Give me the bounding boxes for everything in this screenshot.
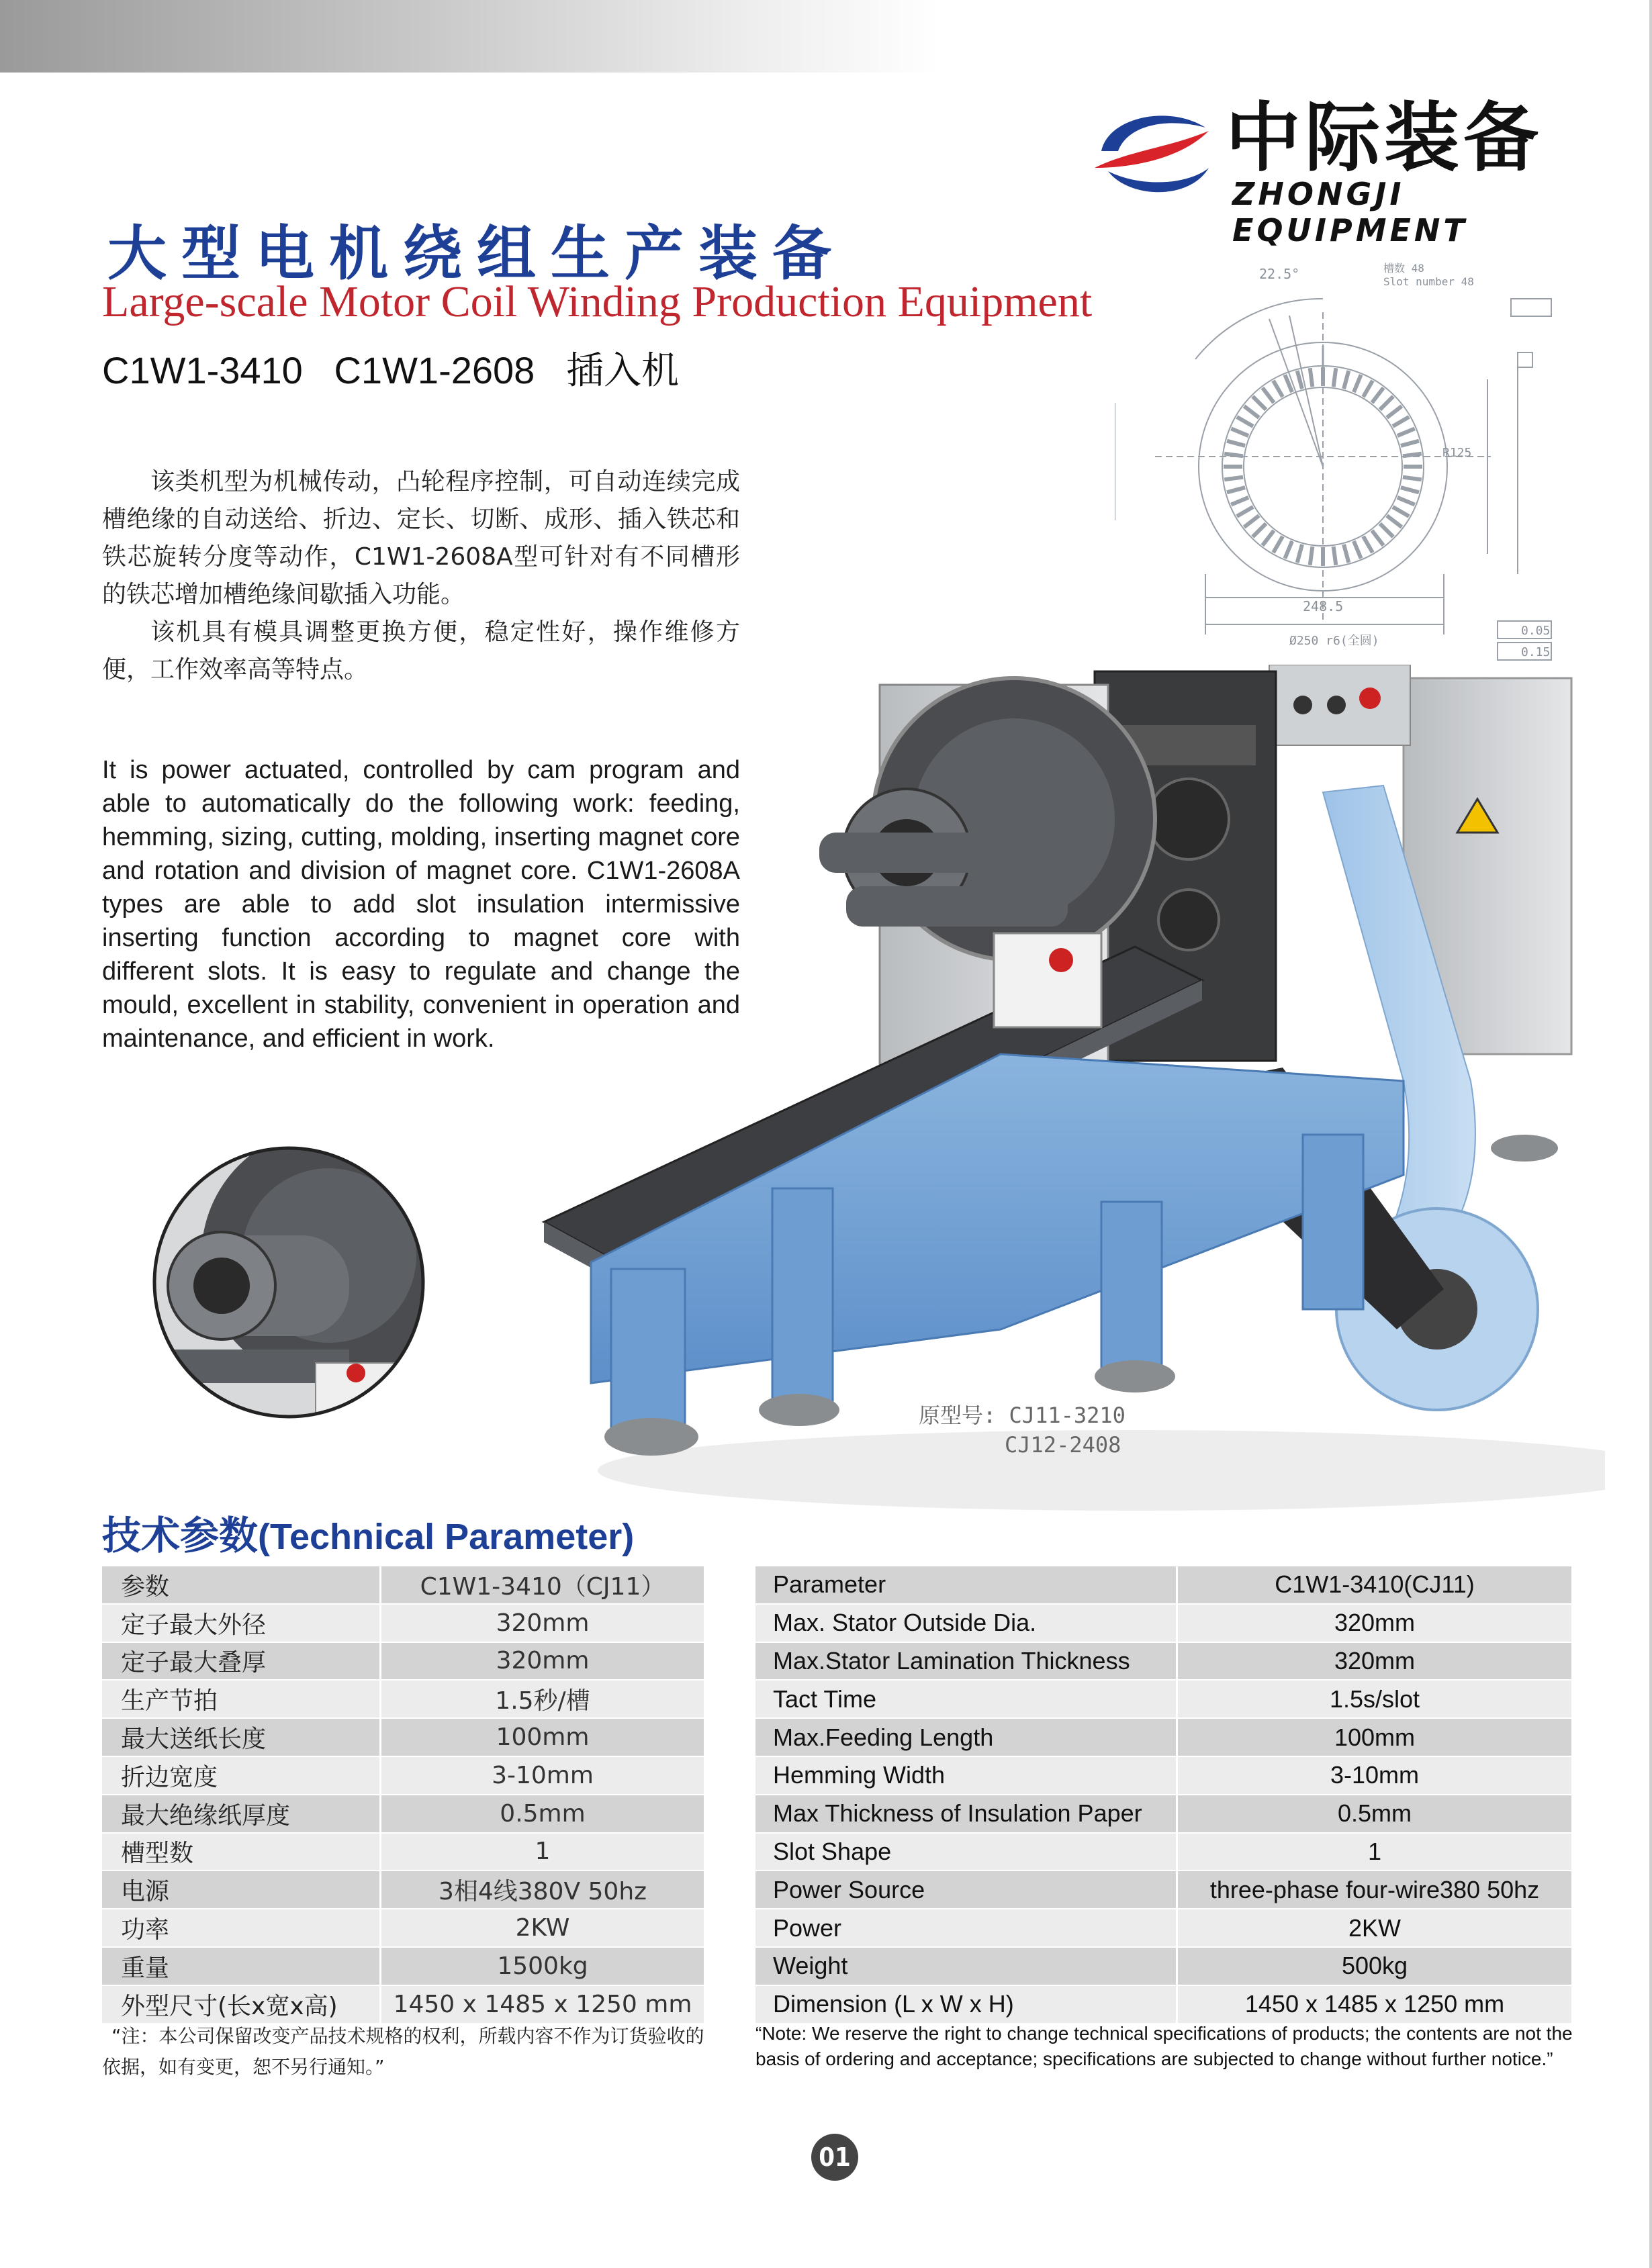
drawing-radius-label: R125 xyxy=(1442,446,1472,460)
param-value: 1.5秒/槽 xyxy=(381,1680,704,1718)
detail-close-up-photo xyxy=(148,1141,430,1423)
table-row xyxy=(755,1795,1571,1833)
spec-table-cn xyxy=(102,1566,704,2024)
param-value: C1W1-3410(CJ11) xyxy=(1177,1566,1572,1604)
prototype-models xyxy=(919,1401,1126,1460)
table-row xyxy=(102,1947,704,1985)
description-cn-para-1: 该类机型为机械传动，凸轮程序控制，可自动连续完成槽绝缘的自动送给、折边、定长、切断、成形、插入铁芯和铁芯旋转分度等动作，C1W1-2608A型可针对有不同槽形的铁芯增加槽绝缘间歇插入功能。 xyxy=(102,468,740,608)
table-row xyxy=(102,1756,704,1795)
page-edge xyxy=(1649,0,1652,2268)
param-label: 折边宽度 xyxy=(102,1756,381,1795)
param-value: 320mm xyxy=(1177,1604,1572,1642)
table-row xyxy=(102,1795,704,1833)
drawing-diameter-dim: Ø250 r6(全圆) xyxy=(1289,634,1379,648)
param-value: 3-10mm xyxy=(1177,1756,1572,1795)
param-label: 重量 xyxy=(102,1947,381,1985)
page-title-cn: 大型电机绕组生产装备 xyxy=(107,219,847,288)
table-row xyxy=(102,1833,704,1871)
param-label: Dimension (L x W x H) xyxy=(755,1985,1177,2024)
param-label: Hemming Width xyxy=(755,1756,1177,1795)
table-row xyxy=(755,1604,1571,1642)
param-label: 参数 xyxy=(102,1566,381,1604)
table-row xyxy=(755,1680,1571,1718)
top-gradient-band xyxy=(0,0,940,73)
param-label: 电源 xyxy=(102,1871,381,1909)
table-row xyxy=(102,1566,704,1604)
table-row xyxy=(102,1718,704,1756)
tech-title-en: (Technical Parameter) xyxy=(258,1517,635,1557)
param-value: 3-10mm xyxy=(381,1756,704,1795)
param-label: Slot Shape xyxy=(755,1833,1177,1871)
param-value: 3相4线380V 50hz xyxy=(381,1871,704,1909)
param-value: 2KW xyxy=(381,1909,704,1947)
param-label: Weight xyxy=(755,1947,1177,1985)
param-label: 最大送纸长度 xyxy=(102,1718,381,1756)
param-label: 槽型数 xyxy=(102,1833,381,1871)
table-row xyxy=(102,1642,704,1681)
param-label: Max Thickness of Insulation Paper xyxy=(755,1795,1177,1833)
param-value: 1500kg xyxy=(381,1947,704,1985)
table-row xyxy=(755,1947,1571,1985)
logo-mark-icon xyxy=(1088,104,1215,205)
param-value: C1W1-3410（CJ11） xyxy=(381,1566,704,1604)
table-row xyxy=(102,1680,704,1718)
param-value: 1 xyxy=(1177,1833,1572,1871)
param-label: 定子最大外径 xyxy=(102,1604,381,1642)
page-title-en: Large-scale Motor Coil Winding Production Equipment xyxy=(102,277,1093,326)
param-label: 生产节拍 xyxy=(102,1680,381,1718)
table-row xyxy=(102,1985,704,2024)
param-value: 0.5mm xyxy=(381,1795,704,1833)
table-row xyxy=(755,1833,1571,1871)
table-row xyxy=(102,1871,704,1909)
prototype-line-1: 原型号: CJ11-3210 xyxy=(919,1403,1126,1428)
model-line: C1W1-3410 C1W1-2608 插入机 xyxy=(102,349,679,391)
page-number: 01 xyxy=(811,2134,858,2181)
param-label: 定子最大叠厚 xyxy=(102,1642,381,1681)
table-row xyxy=(755,1718,1571,1756)
note-cn: “注：本公司保留改变产品技术规格的权利，所载内容不作为订货验收的依据，如有变更，恕不另行通知。” xyxy=(102,2025,704,2078)
param-value: 1450 x 1485 x 1250 mm xyxy=(381,1985,704,2024)
drawing-tolerance-1: 0.05 xyxy=(1521,624,1551,638)
note-en: “Note: We reserve the right to change technical specifications of products; the contents are not the basis of ordering and acceptance; specifications are subjected to change without further notice.” xyxy=(755,2023,1573,2069)
drawing-slot-label-en: Slot number 48 xyxy=(1383,275,1474,288)
table-row xyxy=(755,1909,1571,1947)
stator-technical-drawing xyxy=(1115,258,1558,661)
table-row xyxy=(755,1756,1571,1795)
drawing-slot-label-cn: 槽数 48 xyxy=(1383,262,1424,275)
param-value: 2KW xyxy=(1177,1909,1572,1947)
brand-name-en: ZHONGJI EQUIPMENT xyxy=(1232,176,1468,248)
brand-name-cn: 中际装备 xyxy=(1226,95,1543,182)
param-value: 320mm xyxy=(381,1604,704,1642)
param-value: 100mm xyxy=(1177,1718,1572,1756)
table-row xyxy=(755,1985,1571,2024)
param-value: 500kg xyxy=(1177,1947,1572,1985)
spec-table-en xyxy=(755,1566,1571,2024)
param-value: 1.5s/slot xyxy=(1177,1680,1572,1718)
param-label: Max.Stator Lamination Thickness xyxy=(755,1642,1177,1681)
brand-logo xyxy=(1088,95,1571,248)
param-label: Max.Feeding Length xyxy=(755,1718,1177,1756)
param-value: 100mm xyxy=(381,1718,704,1756)
param-value: three-phase four-wire380 50hz xyxy=(1177,1871,1572,1909)
prototype-line-2: CJ12-2408 xyxy=(1005,1432,1121,1458)
param-label: 功率 xyxy=(102,1909,381,1947)
param-label: Parameter xyxy=(755,1566,1177,1604)
param-value: 1 xyxy=(381,1833,704,1871)
param-value: 0.5mm xyxy=(1177,1795,1572,1833)
table-row xyxy=(755,1566,1571,1604)
drawing-angle-label: 22.5° xyxy=(1259,266,1300,282)
param-value: 1450 x 1485 x 1250 mm xyxy=(1177,1985,1572,2024)
description-en: It is power actuated, controlled by cam program and able to automatically do the following work: feeding, hemming, sizing, cutting, molding, inserting magnet core and rotation and division of magnet core. C1W1-2608A types are able to add slot insulation intermissive inserting function according to magnet core with different slots. It is easy to regulate and change the mould, excellent in stability, convenient in operation and maintenance, and efficient in work. xyxy=(102,756,740,1053)
param-label: Power Source xyxy=(755,1871,1177,1909)
drawing-width-dim: 248.5 xyxy=(1303,598,1344,614)
param-value: 320mm xyxy=(381,1642,704,1681)
tech-parameter-heading xyxy=(102,1504,634,1560)
param-value: 320mm xyxy=(1177,1642,1572,1681)
description-cn xyxy=(102,463,740,689)
param-label: Power xyxy=(755,1909,1177,1947)
table-row xyxy=(102,1909,704,1947)
param-label: 最大绝缘纸厚度 xyxy=(102,1795,381,1833)
param-label: 外型尺寸(长x宽x高) xyxy=(102,1985,381,2024)
param-label: Max. Stator Outside Dia. xyxy=(755,1604,1177,1642)
table-row xyxy=(755,1871,1571,1909)
description-cn-para-2: 该机具有模具调整更换方便，稳定性好，操作维修方便，工作效率高等特点。 xyxy=(102,618,740,683)
machine-photo xyxy=(531,665,1605,1511)
drawing-tolerance-2: 0.15 xyxy=(1521,645,1551,659)
tech-title-cn: 技术参数 xyxy=(102,1513,259,1558)
table-row xyxy=(102,1604,704,1642)
table-row xyxy=(755,1642,1571,1681)
param-label: Tact Time xyxy=(755,1680,1177,1718)
